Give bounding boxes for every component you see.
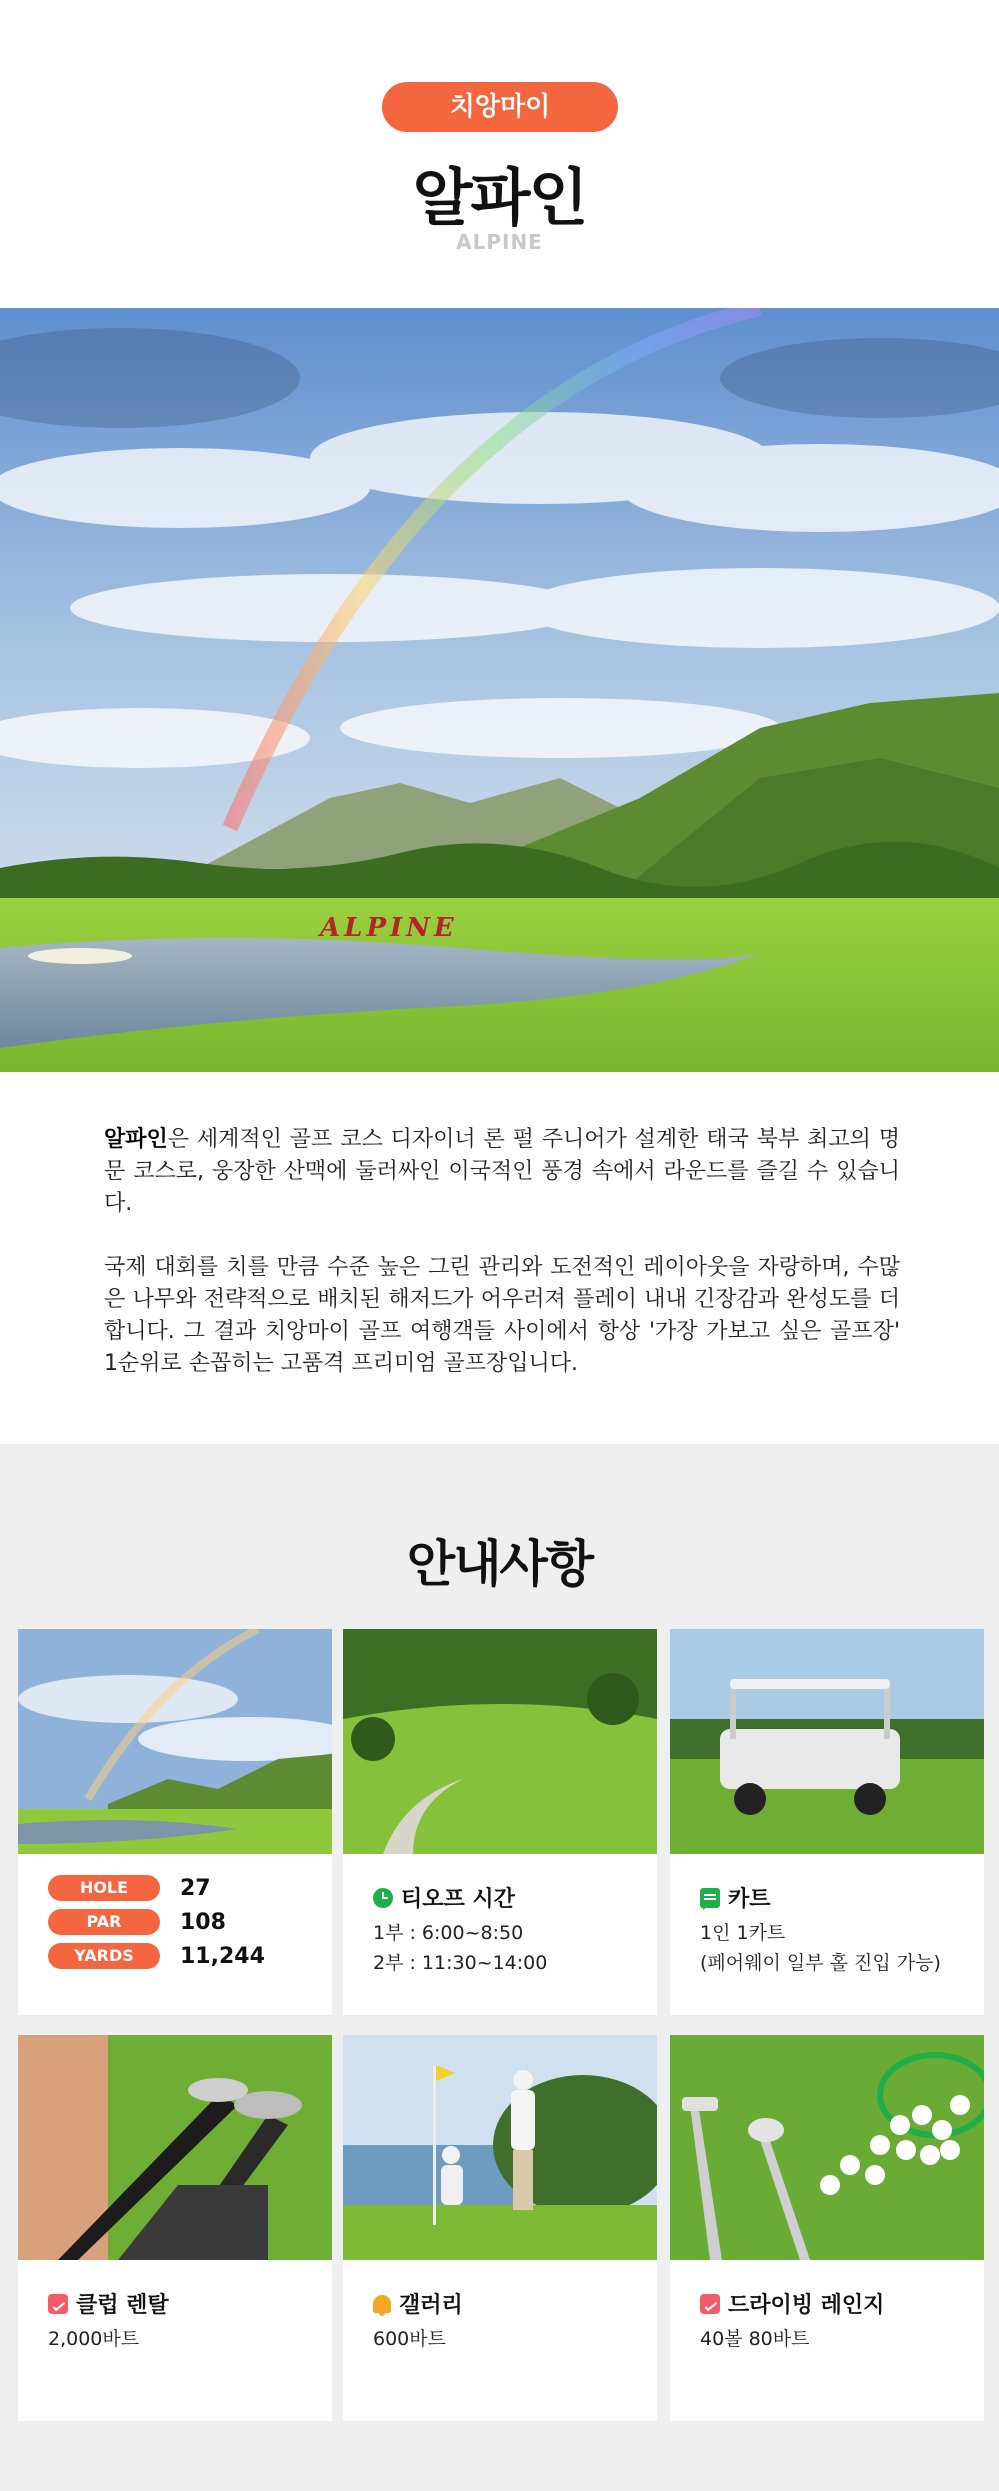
golf-cart-photo: [670, 1629, 984, 1854]
club-rental-card: [18, 2035, 332, 2421]
driving-range-price: 40볼 80바트: [700, 2328, 810, 2350]
description-paragraph-1: [104, 1124, 900, 1220]
page-subtitle: ALPINE: [456, 230, 543, 254]
stat-value-yards: 11,244: [180, 1943, 265, 1969]
page-header: [0, 0, 999, 308]
gallery-price: 600바트: [373, 2328, 446, 2350]
club-rental-price: 2,000바트: [48, 2328, 140, 2350]
golf-clubs-photo: [18, 2035, 332, 2260]
course-stats-card: [18, 1629, 332, 2015]
driving-range-label: 드라이빙 레인지: [728, 2293, 885, 2318]
cart-card: [670, 1629, 984, 2015]
teeoff-second-session: 2부 : 11:30~14:00: [373, 1952, 548, 1974]
course-description: [0, 1072, 999, 1444]
clock-icon: [373, 1888, 393, 1908]
cart-label: 카트: [728, 1887, 771, 1912]
tag-icon: [48, 2294, 68, 2314]
bell-icon: [373, 2295, 391, 2313]
cart-policy: 1인 1카트: [700, 1922, 786, 1944]
cart-note: (페어웨이 일부 홀 진입 가능): [700, 1952, 941, 1974]
page-title: 알파인: [412, 161, 587, 234]
teeoff-card: [343, 1629, 657, 2015]
teeoff-label: 티오프 시간: [401, 1887, 515, 1912]
gallery-label: 갤러리: [399, 2293, 463, 2318]
hero-sign-text: ALPINE: [320, 913, 458, 943]
stat-row-hole: [48, 1874, 211, 1902]
teeoff-first-session: 1부 : 6:00~8:50: [373, 1922, 524, 1944]
tag-icon: [700, 2294, 720, 2314]
golfer-putting-photo: [343, 2035, 657, 2260]
stat-row-par: [48, 1908, 226, 1936]
info-section: [0, 1444, 999, 2491]
chat-icon: [700, 1888, 720, 1908]
description-paragraph-2: 국제 대회를 치를 만큼 수준 높은 그린 관리와 도전적인 레이아웃을 자랑하며, 수많은 나무와 전략적으로 배치된 해저드가 어우러져 플레이 내내 긴장감과 완성도를 더합니다. 그 결과 치앙마이 골프 여행객들 사이에서 항상 '가장 가보고 싶은 골프장' 1순위로 손꼽히는 고품격 프리미엄 골프장입니다.: [104, 1255, 900, 1376]
stat-value-hole: 27: [180, 1875, 211, 1901]
description-paragraph-1-text: 은 세계적인 골프 코스 디자이너 론 펄 주니어가 설계한 태국 북부 최고의 명문 코스로, 웅장한 산맥에 둘러싸인 이국적인 풍경 속에서 라운드를 즐길 수 있습니다.: [104, 1127, 900, 1216]
stat-value-par: 108: [180, 1909, 226, 1935]
club-rental-label: 클럽 렌탈: [76, 2293, 169, 2318]
course-photo: [18, 1629, 332, 1854]
region-badge: 치앙마이: [382, 82, 618, 132]
info-section-title: 안내사항: [406, 1535, 593, 1593]
hero-image: [0, 308, 999, 1072]
gallery-card: [343, 2035, 657, 2421]
stat-row-yards: [48, 1942, 265, 1970]
course-name-bold: 알파인: [104, 1127, 168, 1152]
fairway-photo: [343, 1629, 657, 1854]
stat-label-hole: HOLE: [48, 1875, 160, 1901]
driving-range-photo: [670, 2035, 984, 2260]
driving-range-card: [670, 2035, 984, 2421]
stat-label-yards: YARDS: [48, 1943, 160, 1969]
stat-label-par: PAR: [48, 1909, 160, 1935]
